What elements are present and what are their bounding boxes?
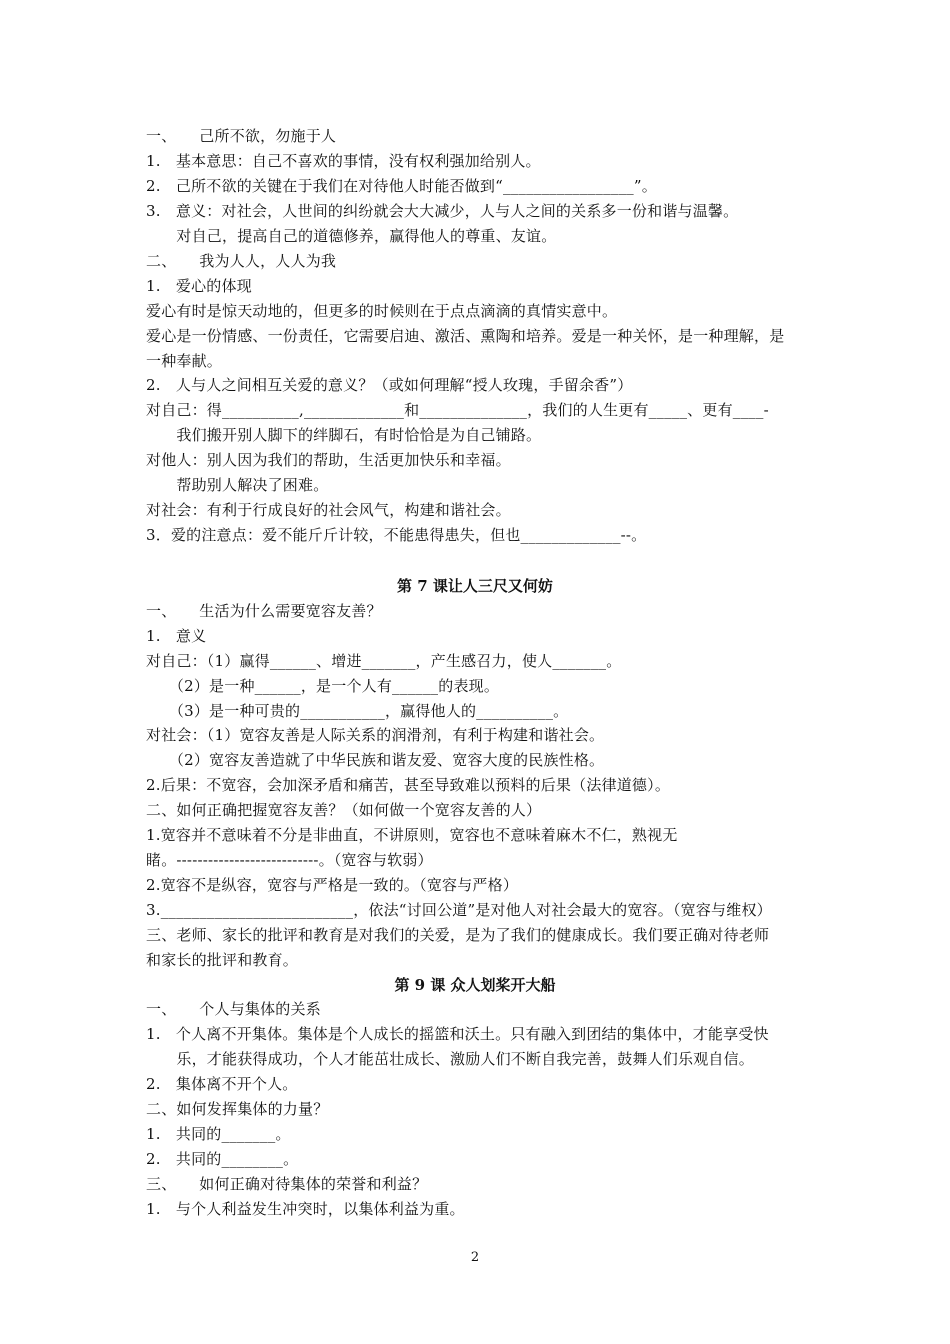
text-line: 二、如何正确把握宽容友善？（如何做一个宽容友善的人） xyxy=(146,801,542,819)
text-line: 2. 共同的________。 xyxy=(146,1150,299,1168)
text-line: 1. 个人离不开集体。集体是个人成长的摇篮和沃土。只有融入到团结的集体中，才能享受快 xyxy=(146,1025,769,1043)
text-line: 3．爱的注意点：爱不能斤斤计较，不能患得患失，但也_____________--。 xyxy=(146,526,647,544)
text-line: 乐，才能获得成功，个人才能茁壮成长、激励人们不断自我完善，鼓舞人们乐观自信。 xyxy=(146,1050,755,1068)
text-line: 三、老师、家长的批评和教育是对我们的关爱，是为了我们的健康成长。我们要正确对待老师 xyxy=(146,926,770,944)
text-line: 我们搬开别人脚下的绊脚石，有时恰恰是为自己铺路。 xyxy=(146,426,542,444)
text-line: 对社会：有利于行成良好的社会风气，构建和谐社会。 xyxy=(146,501,511,519)
text-line: 爱心是一份情感、一份责任，它需要启迪、激活、熏陶和培养。爱是一种关怀，是一种理解，是 xyxy=(146,327,785,345)
text-line: 睹。---------------------------。（宽容与软弱） xyxy=(146,851,433,869)
text-line: 对自己：得__________,_____________和______________，我们的人生更有_____、更有____- xyxy=(146,401,769,419)
text-line: 2. 人与人之间相互关爱的意义？（或如何理解“授人玫瑰，手留余香”） xyxy=(146,376,633,394)
text-line: 一、 己所不欲，勿施于人 xyxy=(146,127,337,145)
text-line: 二、 我为人人，人人为我 xyxy=(146,252,337,270)
text-line: （2）宽容友善造就了中华民族和谐友爱、宽容大度的民族性格。 xyxy=(146,751,605,769)
text-line: 二、如何发挥集体的力量？ xyxy=(146,1100,329,1118)
text-line: 爱心有时是惊天动地的，但更多的时候则在于点点滴滴的真情实意中。 xyxy=(146,302,618,320)
text-line: 对自己，提高自己的道德修养，赢得他人的尊重、友谊。 xyxy=(146,227,557,245)
text-line: 一种奉献。 xyxy=(146,352,223,370)
text-line: 2. 己所不欲的关键在于我们在对待他人时能否做到“_________________”。 xyxy=(146,177,657,195)
lesson-heading: 第 9 课 众人划桨开大船 xyxy=(394,976,556,994)
text-line: 3. 意义：对社会，人世间的纠纷就会大大减少，人与人之间的关系多一份和谐与温馨。 xyxy=(146,202,739,220)
page-number: 2 xyxy=(470,1250,480,1265)
text-line: 1. 基本意思：自己不喜欢的事情，没有权利强加给别人。 xyxy=(146,152,541,170)
text-line: 和家长的批评和教育。 xyxy=(146,951,299,969)
text-line: 一、 个人与集体的关系 xyxy=(146,1000,321,1018)
text-line: 2.宽容不是纵容，宽容与严格是一致的。（宽容与严格） xyxy=(146,876,519,894)
text-line: 2. 集体离不开个人。 xyxy=(146,1075,298,1093)
text-line: 1. 爱心的体现 xyxy=(146,277,252,295)
text-line: 2.后果：不宽容，会加深矛盾和痛苦，甚至导致难以预料的后果（法律道德）。 xyxy=(146,776,671,794)
text-line: 1. 意义 xyxy=(146,627,207,645)
text-line: 帮助别人解决了困难。 xyxy=(146,476,329,494)
text-line: 三、 如何正确对待集体的荣誉和利益？ xyxy=(146,1175,428,1193)
text-line: 对他人：别人因为我们的帮助，生活更加快乐和幸福。 xyxy=(146,451,511,469)
text-line: 1.宽容并不意味着不分是非曲直，不讲原则，宽容也不意味着麻木不仁，熟视无 xyxy=(146,826,678,844)
text-line: 对自己：（1）赢得______、增进_______，产生感召力，使人_______。 xyxy=(146,652,622,670)
text-line: 一、 生活为什么需要宽容友善？ xyxy=(146,602,382,620)
text-line: （3）是一种可贵的___________，赢得他人的__________。 xyxy=(146,702,569,720)
text-line: 对社会：（1）宽容友善是人际关系的润滑剂，有利于构建和谐社会。 xyxy=(146,726,605,744)
text-line: 1. 与个人利益发生冲突时，以集体利益为重。 xyxy=(146,1200,465,1218)
text-line: （2）是一种______，是一个人有______的表现。 xyxy=(146,677,500,695)
text-line: 1. 共同的_______。 xyxy=(146,1125,291,1143)
text-line: 3._________________________，依法“讨回公道”是对他人对社会最大的宽容。（宽容与维权） xyxy=(146,901,772,919)
lesson-heading: 第 7 课让人三尺又何妨 xyxy=(397,577,553,595)
